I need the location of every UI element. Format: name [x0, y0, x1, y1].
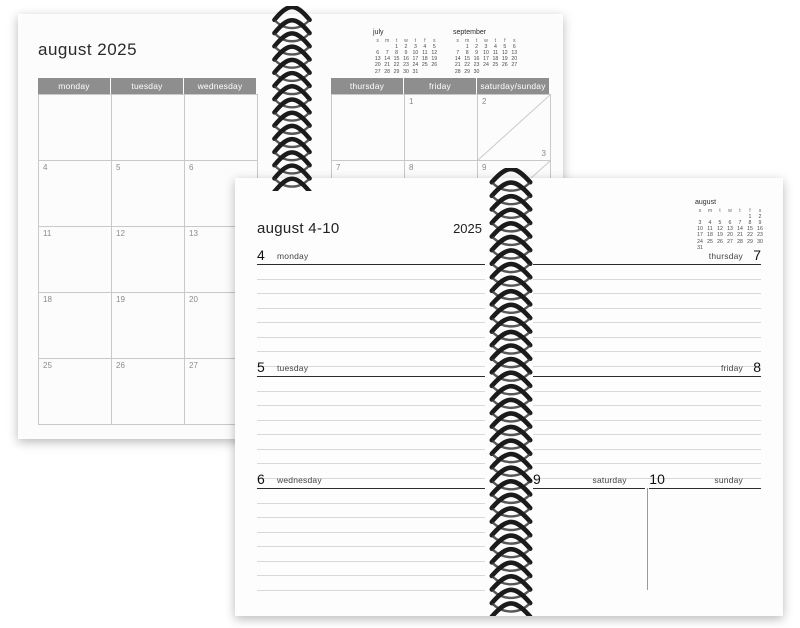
month-day-number: 18 — [43, 295, 52, 304]
writing-line[interactable] — [257, 562, 485, 577]
month-day-number: 5 — [116, 163, 121, 172]
writing-line[interactable] — [257, 421, 485, 436]
mini-dow: s — [512, 37, 516, 44]
mini-day: 24 — [412, 62, 419, 69]
monthly-title: august 2025 — [38, 40, 138, 59]
day-header — [533, 358, 761, 377]
mini-day: 20 — [374, 62, 381, 69]
writing-lines[interactable] — [257, 265, 485, 367]
mini-dow: t — [395, 37, 398, 44]
writing-line[interactable] — [533, 377, 761, 392]
monthly-grid-left — [38, 94, 258, 425]
mini-day: 24 — [697, 238, 703, 245]
month-day-number: 8 — [409, 163, 414, 172]
mini-day: 20 — [511, 56, 518, 63]
mini-day: 19 — [717, 232, 723, 239]
day-block-friday[interactable] — [533, 358, 761, 479]
mini-dow: w — [728, 207, 732, 214]
mini-day: 11 — [492, 49, 499, 56]
day-number: 8 — [753, 359, 761, 375]
mini-day: 29 — [747, 238, 753, 245]
month-day-cell[interactable] — [38, 95, 112, 160]
mini-day: 22 — [393, 62, 400, 69]
mini-dow: m — [707, 207, 713, 214]
day-label: sunday — [714, 475, 743, 485]
writing-line[interactable] — [257, 294, 485, 309]
month-day-cell[interactable] — [38, 227, 112, 292]
writing-line[interactable] — [257, 392, 485, 407]
mini-day: 8 — [465, 49, 469, 56]
writing-lines[interactable] — [257, 377, 485, 479]
mini-day: 22 — [747, 232, 753, 239]
writing-lines[interactable] — [533, 265, 761, 367]
mini-day: 5 — [432, 43, 436, 50]
month-day-number: 19 — [116, 295, 125, 304]
month-day-cell[interactable] — [331, 95, 405, 160]
mini-day: 28 — [737, 238, 743, 245]
month-day-number: 9 — [482, 163, 487, 172]
day-label: friday — [721, 363, 743, 373]
month-day-number: 4 — [43, 163, 48, 172]
mini-day: 1 — [395, 43, 398, 50]
mini-day: 26 — [431, 62, 438, 69]
mini-day: 18 — [707, 232, 713, 239]
mini-dow: s — [758, 207, 762, 214]
day-block-monday[interactable] — [257, 246, 485, 367]
month-day-number: 1 — [409, 97, 414, 106]
mini-dow: w — [404, 37, 408, 44]
mini-day: 29 — [464, 68, 471, 75]
mini-dow: s — [432, 37, 436, 44]
mini-day — [430, 69, 439, 75]
month-day-cell[interactable] — [112, 293, 185, 358]
writing-line[interactable] — [257, 576, 485, 591]
month-week-row — [38, 293, 258, 359]
mini-day: 6 — [512, 43, 516, 50]
writing-line[interactable] — [257, 547, 485, 562]
mini-dow: s — [456, 37, 459, 44]
writing-line[interactable] — [533, 406, 761, 421]
mini-dow: t — [739, 207, 741, 214]
month-week-row — [331, 95, 551, 161]
month-day-number: 11 — [43, 229, 52, 238]
mini-day: 16 — [403, 56, 409, 63]
weekend-divider — [647, 488, 648, 590]
mini-day: 4 — [493, 43, 497, 50]
mini-calendar-table — [453, 38, 519, 75]
mini-day: 21 — [454, 62, 461, 69]
mini-day: 25 — [707, 238, 713, 245]
mini-day: 16 — [473, 56, 480, 63]
month-day-number: 7 — [336, 163, 341, 172]
month-day-cell[interactable] — [185, 95, 258, 160]
mini-day: 8 — [395, 49, 398, 56]
month-day-cell[interactable] — [38, 359, 112, 424]
day-header-saturday — [533, 470, 645, 489]
day-header — [533, 246, 761, 265]
mini-dow: t — [719, 207, 721, 214]
mini-day: 7 — [456, 49, 460, 56]
mini-day: 3 — [698, 219, 702, 226]
weekly-right-page — [507, 178, 783, 616]
month-day-number: 26 — [116, 361, 125, 370]
month-day-cell[interactable] — [38, 161, 112, 226]
mini-day: 27 — [727, 238, 733, 245]
mini-dow: f — [749, 207, 751, 214]
day-number: 6 — [257, 471, 265, 487]
weekend-split-diagonal — [478, 95, 550, 160]
mini-dow: f — [424, 37, 426, 44]
writing-lines[interactable] — [533, 377, 761, 479]
mini-day: 16 — [757, 226, 763, 233]
mini-day: 31 — [697, 244, 703, 251]
weekday-header-wednesday: wednesday — [184, 78, 257, 94]
mini-calendar-august — [695, 200, 765, 251]
day-header-sunday — [649, 470, 761, 489]
month-weekend-cell[interactable] — [478, 95, 551, 160]
writing-line[interactable] — [257, 377, 485, 392]
mini-day: 18 — [492, 56, 499, 63]
mini-day: 25 — [421, 62, 428, 69]
monthly-weekday-header-right — [331, 78, 550, 94]
weekday-header-thursday: thursday — [331, 78, 404, 94]
mini-day: 11 — [707, 226, 713, 233]
mini-day: 31 — [412, 68, 419, 75]
writing-line[interactable] — [533, 338, 761, 353]
mini-day: 6 — [728, 219, 732, 226]
mini-day: 30 — [403, 68, 409, 75]
mini-day: 4 — [708, 219, 712, 226]
month-day-number: 6 — [189, 163, 194, 172]
mini-day: 2 — [475, 43, 478, 50]
month-day-number: 25 — [43, 361, 52, 370]
mini-calendar-table — [695, 208, 765, 251]
writing-line[interactable] — [257, 518, 485, 533]
mini-day: 10 — [412, 49, 419, 56]
writing-line[interactable] — [533, 450, 761, 465]
month-day-cell[interactable] — [405, 95, 478, 160]
mini-calendar-july — [373, 30, 439, 75]
day-label: thursday — [708, 251, 743, 261]
mini-day: 6 — [376, 49, 380, 56]
day-label: monday — [277, 251, 309, 261]
mini-day: 21 — [737, 232, 743, 239]
mini-dow: m — [464, 37, 470, 44]
mini-dow: f — [504, 37, 506, 44]
weekly-left-page — [235, 178, 510, 616]
mini-day — [481, 69, 490, 75]
day-number: 9 — [533, 471, 541, 487]
mini-day — [500, 69, 509, 75]
mini-calendar-september — [453, 30, 519, 75]
writing-line[interactable] — [257, 338, 485, 353]
mini-day: 17 — [697, 232, 703, 239]
mini-day: 10 — [483, 49, 489, 56]
month-week-row — [38, 95, 258, 161]
mini-day: 22 — [464, 62, 471, 69]
writing-line[interactable] — [533, 309, 761, 324]
mini-day — [491, 69, 500, 75]
month-week-row — [38, 227, 258, 293]
mini-day: 8 — [748, 219, 752, 226]
mini-day: 14 — [384, 56, 391, 63]
mini-day: 14 — [737, 226, 743, 233]
monthly-weekday-header-left — [38, 78, 257, 94]
month-day-cell[interactable] — [112, 227, 185, 292]
mini-day: 28 — [384, 68, 391, 75]
writing-line[interactable] — [257, 504, 485, 519]
mini-day: 27 — [374, 68, 381, 75]
month-week-row — [38, 359, 258, 425]
writing-line[interactable] — [257, 435, 485, 450]
mini-day: 11 — [422, 49, 428, 56]
weekday-header-monday: monday — [38, 78, 111, 94]
mini-day: 30 — [473, 68, 480, 75]
weekday-header-weekend: saturday/sunday — [477, 78, 550, 94]
mini-day: 13 — [727, 226, 733, 233]
mini-calendar-title: august — [695, 199, 717, 206]
mini-day: 2 — [404, 43, 408, 50]
mini-day: 13 — [374, 56, 381, 63]
day-block-thursday[interactable] — [533, 246, 761, 367]
mini-day: 26 — [717, 238, 723, 245]
writing-lines[interactable] — [257, 489, 485, 591]
mini-day: 23 — [473, 62, 480, 69]
mini-day: 24 — [483, 62, 489, 69]
mini-day: 7 — [738, 219, 742, 226]
day-header — [257, 470, 485, 489]
mini-day: 26 — [501, 62, 508, 69]
mini-day: 17 — [483, 56, 489, 63]
mini-day: 18 — [421, 56, 428, 63]
mini-day: 3 — [484, 43, 488, 50]
month-day-cell[interactable] — [112, 161, 185, 226]
month-day-number: 27 — [189, 361, 198, 370]
day-label: wednesday — [277, 475, 322, 485]
mini-day: 10 — [697, 226, 703, 233]
writing-line[interactable] — [257, 280, 485, 295]
day-header — [257, 358, 485, 377]
weekday-header-friday: friday — [404, 78, 477, 94]
mini-day: 17 — [412, 56, 419, 63]
mini-day: 9 — [475, 49, 478, 56]
mini-day: 4 — [423, 43, 427, 50]
mini-day: 27 — [511, 62, 518, 69]
mini-dow: t — [475, 37, 478, 44]
month-day-number: 12 — [116, 229, 125, 238]
mini-day: 19 — [501, 56, 508, 63]
weekly-spread — [235, 178, 783, 616]
day-number: 5 — [257, 359, 265, 375]
writing-line[interactable] — [257, 323, 485, 338]
mini-dow: t — [494, 37, 497, 44]
writing-line[interactable] — [257, 533, 485, 548]
writing-line[interactable] — [533, 323, 761, 338]
mini-day: 13 — [511, 49, 518, 56]
day-label: tuesday — [277, 363, 309, 373]
writing-line[interactable] — [257, 450, 485, 465]
writing-line[interactable] — [533, 265, 761, 280]
mini-dow: s — [698, 207, 702, 214]
mini-dow: m — [384, 37, 390, 44]
writing-line[interactable] — [257, 406, 485, 421]
mini-dow: t — [414, 37, 417, 44]
mini-dow: s — [376, 37, 379, 44]
writing-line[interactable] — [257, 489, 485, 504]
day-block-weekend[interactable] — [533, 470, 761, 590]
mini-day: 2 — [758, 213, 762, 220]
weekday-header-tuesday: tuesday — [111, 78, 184, 94]
mini-day: 30 — [757, 238, 763, 245]
mini-day: 12 — [717, 226, 723, 233]
mini-day: 12 — [501, 49, 508, 56]
week-range-title: august 4-10 — [257, 220, 340, 237]
writing-line[interactable] — [533, 392, 761, 407]
mini-day: 9 — [404, 49, 408, 56]
day-number: 7 — [753, 247, 761, 263]
mini-day: 12 — [431, 49, 438, 56]
day-label: saturday — [592, 475, 627, 485]
writing-line[interactable] — [533, 294, 761, 309]
day-block-tuesday[interactable] — [257, 358, 485, 479]
month-day-number: 2 — [482, 97, 487, 106]
mini-day: 15 — [464, 56, 471, 63]
mini-day: 9 — [758, 219, 762, 226]
mini-day: 1 — [465, 43, 469, 50]
mini-day: 3 — [413, 43, 417, 50]
writing-line[interactable] — [533, 280, 761, 295]
mini-dow: w — [484, 37, 488, 44]
mini-day — [420, 69, 429, 75]
day-number: 4 — [257, 247, 265, 263]
month-day-cell[interactable] — [112, 359, 185, 424]
mini-day: 25 — [492, 62, 499, 69]
day-header — [257, 246, 485, 265]
mini-day: 15 — [747, 226, 753, 233]
mini-day: 14 — [454, 56, 461, 63]
month-day-number: 20 — [189, 295, 198, 304]
mini-calendar-table — [373, 38, 439, 75]
month-day-cell[interactable] — [112, 95, 185, 160]
mini-day: 20 — [727, 232, 733, 239]
mini-day: 5 — [718, 219, 722, 226]
writing-line[interactable] — [257, 265, 485, 280]
week-year: 2025 — [453, 221, 482, 236]
mini-day: 29 — [393, 68, 400, 75]
writing-line[interactable] — [533, 421, 761, 436]
month-day-number: 13 — [189, 229, 198, 238]
month-week-row — [38, 161, 258, 227]
mini-calendar-title: september — [453, 29, 487, 36]
writing-line[interactable] — [533, 435, 761, 450]
mini-day: 19 — [431, 56, 438, 63]
mini-day — [510, 69, 519, 75]
writing-line[interactable] — [257, 309, 485, 324]
mini-calendar-title: july — [373, 29, 384, 36]
mini-day: 1 — [748, 213, 752, 220]
day-number: 10 — [649, 471, 665, 487]
mini-day: 23 — [403, 62, 409, 69]
month-sunday-number: 3 — [541, 149, 546, 158]
mini-day: 28 — [454, 68, 461, 75]
mini-day: 5 — [503, 43, 507, 50]
mini-day: 15 — [393, 56, 400, 63]
mini-day: 7 — [385, 49, 389, 56]
month-day-cell[interactable] — [38, 293, 112, 358]
mini-day: 21 — [384, 62, 391, 69]
day-block-wednesday[interactable] — [257, 470, 485, 591]
mini-day: 23 — [757, 232, 763, 239]
